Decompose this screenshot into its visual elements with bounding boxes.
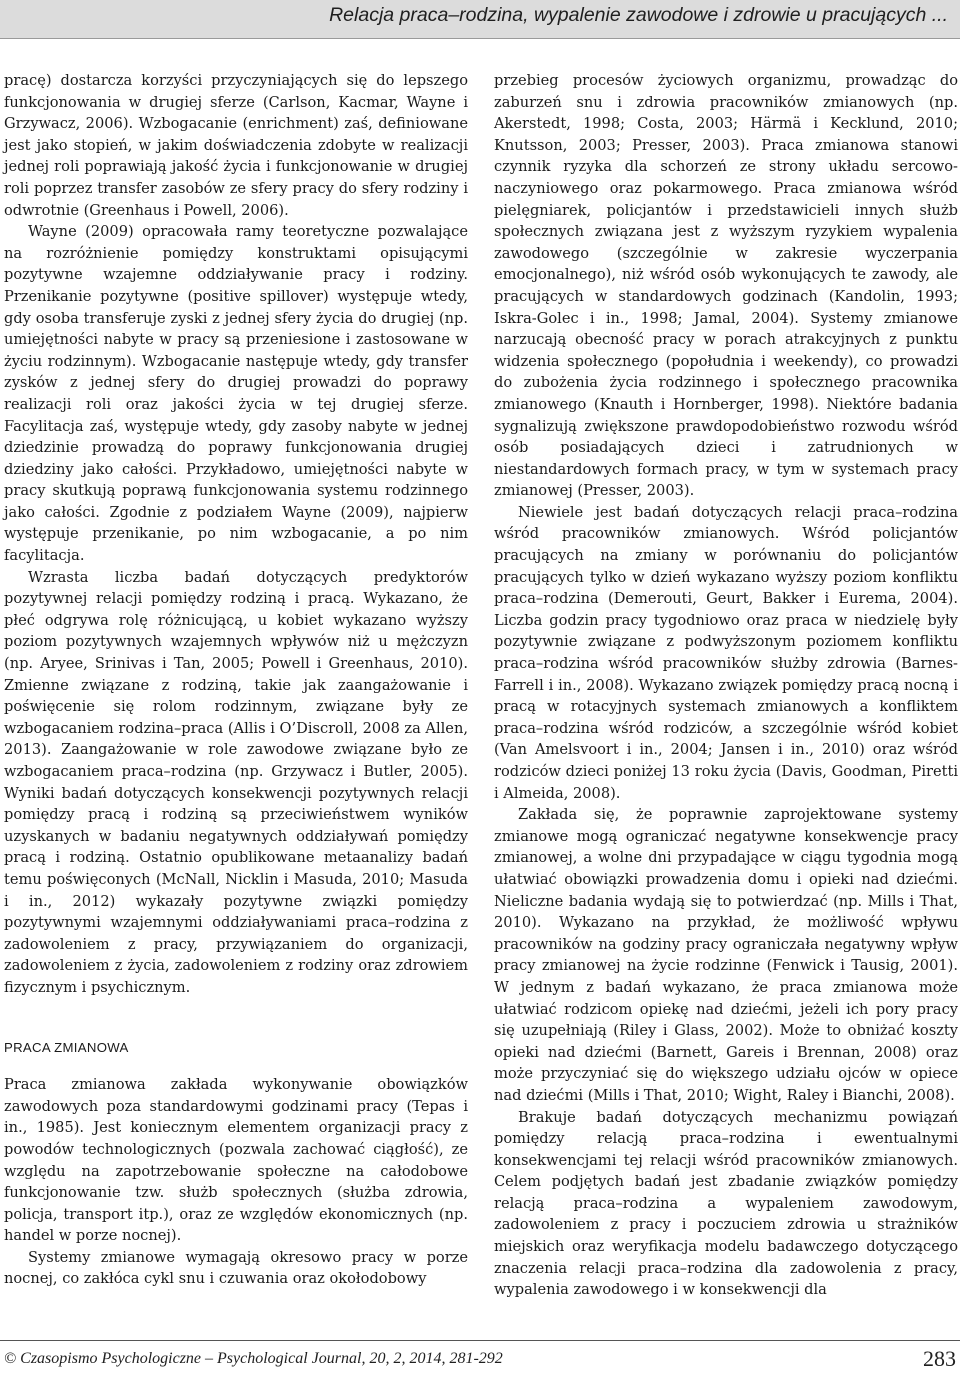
- body-paragraph: Niewiele jest badań dotyczących relacji praca–rodzina wśród pracowników zmianowych. Wśród policjantów pracujących na zmiany w porównaniu do policjantów pracujących tylko w dzień wykazano wyższy poziom konfliktu praca–rodzina (Demerouti, Geurt, Bakker i Eurema, 2004). Liczba godzin pracy tygodniowo oraz praca w niedzielę były pozytywnie związane z podwyższonym poziomem konfliktu praca–rodzina wśród pracowników służby zdrowia (Barnes-Farrell i in., 2008). Wykazano związek pomiędzy pracą nocną i pracą w rotacyjnych systemach zmianowych a konfliktem praca–rodzina wśród rodziców, a szczególnie wśród kobiet (Van Amelsvoort i in., 2004; Jansen i in., 2010) oraz wśród rodziców dzieci poniżej 13 roku życia (Davis, Goodman, Piretti i Almeida, 2008).: [494, 503, 958, 802]
- page-number: 283: [923, 1346, 956, 1371]
- body-paragraph: pracę) dostarcza korzyści przyczyniających się do lepszego funkcjonowania w drugiej sferze (Carlson, Kacmar, Wayne i Grzywacz, 2006). Wzbogacanie (enrichment) zaś, definiowane jest jako stopień, w jakim doświadczenia zdobyte w realizacji jednej roli poprawiają jakość życia i funkcjonowanie w drugiej roli poprzez transfer zasobów ze sfery pracy do sfery rodziny i odwrotnie (Greenhaus i Powell, 2006).: [4, 72, 468, 219]
- body-paragraph: Zakłada się, że poprawnie zaprojektowane systemy zmianowe mogą ograniczać negatywne konsekwencje pracy zmianowej, a wolne dni przypadające w ciągu tygodnia mogą ułatwiać obowiązki prowadzenia domu i opieki nad dziećmi. Nieliczne badania wydają się to potwierdzać (np. Mills i That, 2010). Wykazano na przykład, że możliwość wpływu pracowników na godziny pracy ograniczała negatywny wpływ pracy zmianowej na życie rodzinne (Fenwick i Tausig, 2001). W jednym z badań wykazano, że praca zmianowa może ułatwiać rodzicom opiekę nad dziećmi, jeżeli ich pory pracy się uzupełniają (Riley i Glass, 2002). Może to obniżać koszty opieki nad dziećmi (Barnett, Gareis i Brennan, 2008) oraz może przyczyniać się do większego udziału ojców w opiece nad dziećmi (Mills i That, 2010; Wight, Raley i Bianchi, 2008).: [494, 806, 958, 1104]
- running-header: [0, 0, 960, 39]
- section-heading: PRACA ZMIANOWA: [4, 1039, 129, 1055]
- body-paragraph: Systemy zmianowe wymagają okresowo pracy w porze nocnej, co zakłóca cykl snu i czuwania oraz okołodobowy: [4, 1248, 468, 1288]
- journal-citation: © Czasopismo Psychologiczne – Psychological Journal, 20, 2, 2014, 281-292: [4, 1350, 503, 1367]
- left-column: [4, 70, 468, 1290]
- body-paragraph: Brakuje badań dotyczących mechanizmu powiązań pomiędzy relacją praca–rodzina i ewentualnymi konsekwencjami tej relacji wśród pracowników zmianowych. Celem podjętych badań jest zbadanie związków pomiędzy relacją praca–rodzina a wypaleniem zawodowym, zadowoleniem z pracy i poczuciem zdrowia u strażników miejskich oraz weryfikacja modelu badawczego dotyczącego znaczenia relacji praca–rodzina dla zadowolenia z pracy, wypalenia zawodowego i w konsekwencji dla: [494, 1108, 958, 1299]
- body-paragraph: Wayne (2009) opracowała ramy teoretyczne pozwalające na rozróżnienie pomiędzy konstruktami opisującymi pozytywne wzajemne oddziaływanie pracy i rodziny. Przenikanie pozytywne (positive spillover) występuje wtedy, gdy osoba transferuje zyski z jednej sfery życia do drugiej (np. umiejętności nabyte w pracy są przeniesione i zastosowane w życiu rodzinnym). Wzbogacanie następuje wtedy, gdy transfer zysków z jednej sfery do drugiej prowadzi do poprawy realizacji roli oraz jakości życia w tej drugiej sferze. Facylitacja zaś, występuje wtedy, gdy zasoby nabyte w jednej dziedzinie prowadzą do poprawy funkcjonowania drugiej dziedziny jako całości. Przykładowo, umiejętności nabyte w pracy skutkują poprawą funkcjonowania systemu rodzinnego jako całości. Zgodnie z podziałem Wayne (2009), najpierw występuje przenikanie, po nim wzbogacanie, a po nim facylitacja.: [4, 223, 468, 565]
- body-paragraph: Praca zmianowa zakłada wykonywanie obowiązków zawodowych poza standardowymi godzinami pracy (Tepas i in., 1985). Jest koniecznym elementem organizacji pracy z powodów technologicznych (pozwala zachować ciągłość), ze względu na zapotrzebowanie społeczne na całodobowe funkcjonowanie tzw. służb społecznych (służba zdrowia, policja, transport itp.), oraz ze względów ekonomicznych (np. handel w porze nocnej).: [4, 1076, 468, 1245]
- footer-divider: [0, 1340, 960, 1341]
- body-paragraph: przebieg procesów życiowych organizmu, prowadząc do zaburzeń snu i zdrowia pracowników zmianowych (np. Akerstedt, 1998; Costa, 2003; Härmä i Kecklund, 2010; Knutsson, 2003; Presser, 2003). Praca zmianowa stanowi czynnik ryzyka dla schorzeń ze strony układu sercowo-naczyniowego oraz pokarmowego. Praca zmianowa wśród pielęgniarek, policjantów i przedstawicieli innych służb społecznych związana jest z wyższym ryzykiem wypalenia zawodowego (szczególnie w zakresie wyczerpania emocjonalnego), niż wśród osób wykonujących te zawody, ale pracujących w standardowych godzinach (Kandolin, 1993; Iskra-Golec i in., 1998; Jamal, 2004). Systemy zmianowe narzucają obecność pracy w porach atrakcyjnych z punktu widzenia społecznego (popołudnia i weekendy), co prowadzi do zubożenia życia rodzinnego i społecznego pracownika zmianowego (Knauth i Hornberger, 1998). Niektóre badania sygnalizują zwiększone prawdopodobieństwo rozwodu wśród osób posiadających dzieci i zatrudnionych w niestandardowych formach pracy, w tym w systemach pracy zmianowej (Presser, 2003).: [494, 72, 958, 500]
- running-title: Relacja praca–rodzina, wypalenie zawodowe i zdrowie u pracujących ...: [329, 4, 948, 26]
- body-paragraph: Wzrasta liczba badań dotyczących predyktorów pozytywnej relacji pomiędzy rodziną i pracą. Wykazano, że płeć odgrywa rolę różnicującą, u kobiet wykazano wyższy poziom pozytywnych wzajemnych wpływów niż u mężczyzn (np. Aryee, Srinivas i Tan, 2005; Powell i Greenhaus, 2010). Zmienne związane z rodziną, takie jak zaangażowanie i poświęcenie się rolom rodzinnym, związane były ze wzbogacaniem rodzina–praca (Allis i O’Discroll, 2008 za Allen, 2013). Zaangażowanie w role zawodowe związane było ze wzbogacaniem praca–rodzina (np. Grzywacz i Butler, 2005). Wyniki badań dotyczących konsekwencji pozytywnych relacji pomiędzy pracą i rodziną są przeciwieństwem wyników uzyskanych w badaniu negatywnych oddziaływań pomiędzy pracą i rodziną. Ostatnio opublikowane metaanalizy badań temu poświęconych (McNall, Nicklin i Masuda, 2010; Masuda i in., 2012) wykazały pozytywne związki pomiędzy pozytywnymi wzajemnymi oddziaływaniami praca–rodzina z zadowoleniem z pracy, przywiązaniem do organizacji, zadowoleniem z życia, zadowoleniem z rodziny oraz zdrowiem fizycznym i psychicznym.: [4, 568, 468, 996]
- right-column: [494, 70, 958, 1301]
